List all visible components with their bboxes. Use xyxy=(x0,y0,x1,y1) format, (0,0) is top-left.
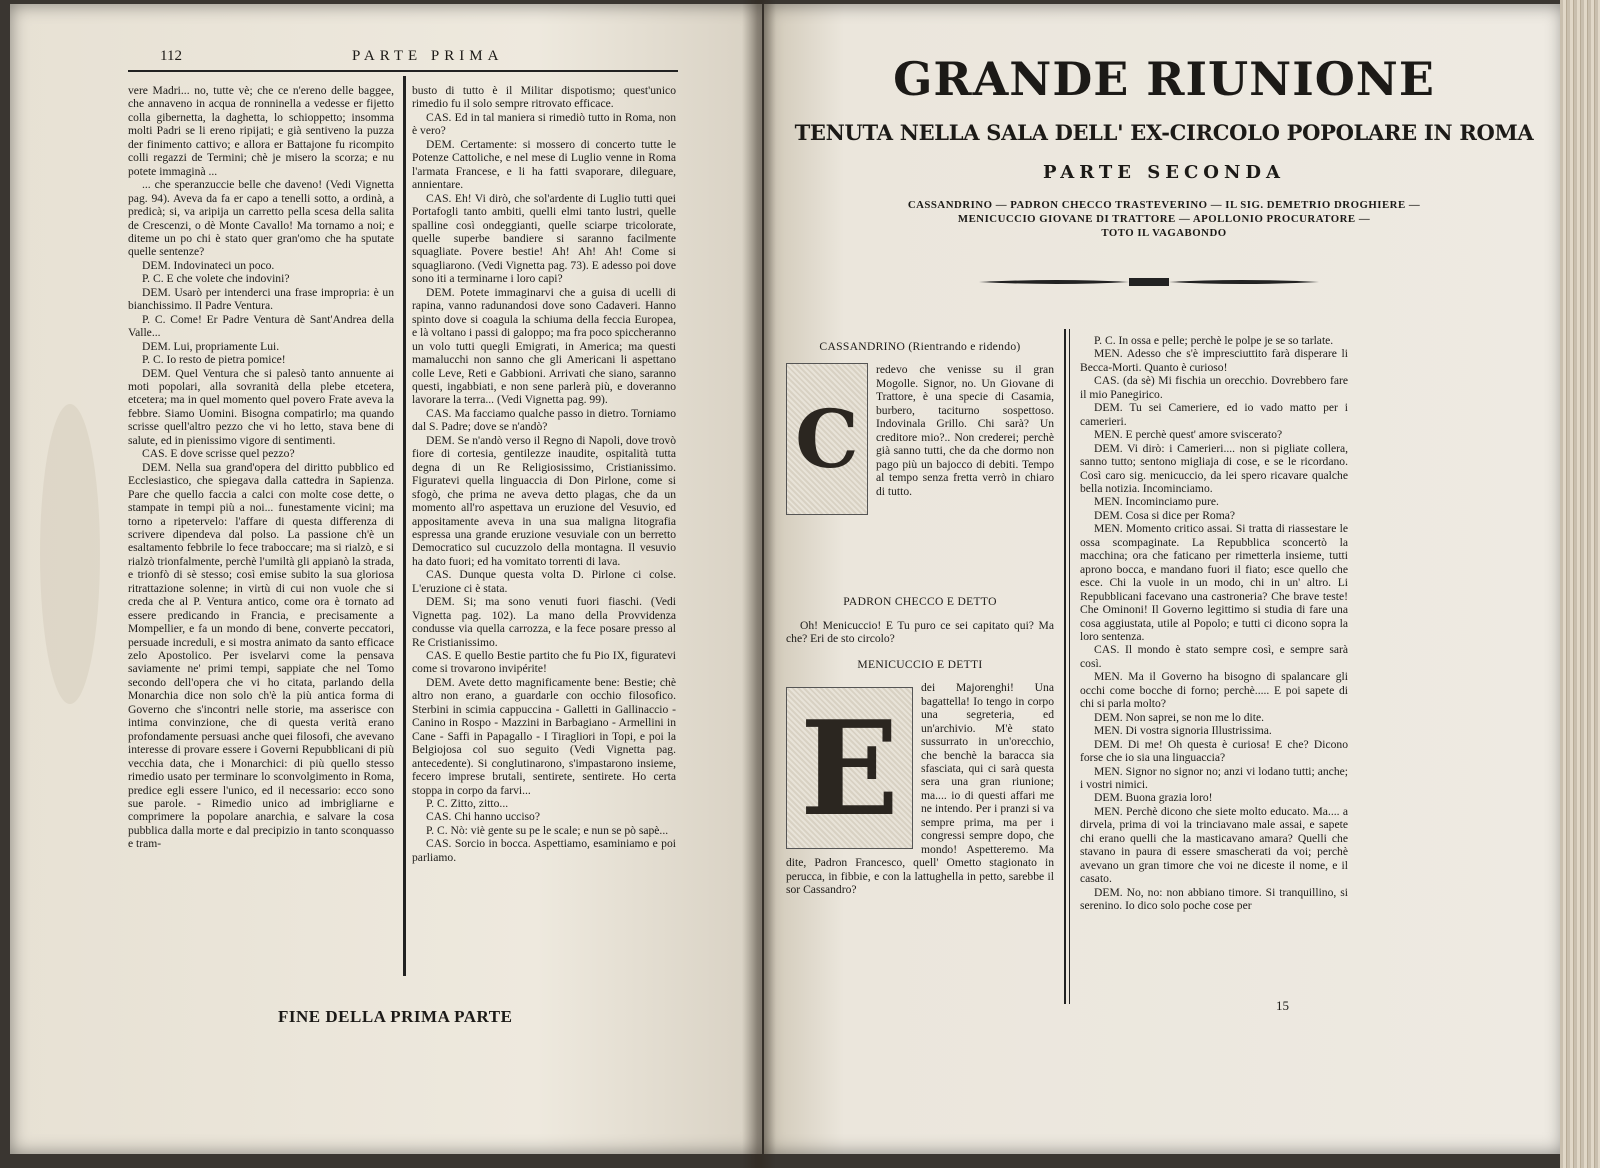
cast-line: TOTO IL VAGABONDO xyxy=(1101,227,1227,239)
paragraph: MEN. Adesso che s'è impresciuttito farà disperare li Becca-Morti. Quanto è curioso! xyxy=(1080,347,1348,374)
paragraph: DEM. Di me! Oh questa è curiosa! E che? Dicono forse che io sia una linguaccia? xyxy=(1080,737,1348,765)
paragraph: P. C. Nò: viè gente su pe le scale; e nun se pò sapè... xyxy=(426,823,669,837)
decorated-initial-e: E xyxy=(786,687,913,849)
paragraph: DEM. Potete immaginarvi che a guisa di ucelli di rapina, vanno radunandosi dove sono Cadaveri. Hanno spinto dove si coagula la schiuma della feccia Europea, e là voltano i passi di galoppo; ma fra poco spiccheranno un volo tutti quegli Emigrati, in America; ma questi mamalucchi non sanno che gli Americani li aspettano colle Leve, Reti e Gabbioni. Arrivati che siano, saranno questi, ingabbiati, e non sene parlerà più, e doveranno lavorare la terra... (Vedi Vignetta pag. 99). xyxy=(412,285,676,407)
paragraph: CAS. Chi hanno ucciso? xyxy=(426,810,540,824)
scene-text: dei Majorenghi! Una bagattella! Io tengo in corpo una segreteria, ed un'archivio. M'è stato sussurrato in un'orecchio, che benchè la baracca sia sfasciata, qui ci sarà questa sera una gran riunione; ma.... io di questi affari me ne intendo. Per i pranzi si va sempre prima, ma per i congressi sempre dopo, che mondo! Aspetteremo. Ma dite, Padron Francesco, quell' Ometto stagionato in perucca, in fibbie, e con la lattughella in petto, sarebbe il sor Cassandro? xyxy=(786,681,1054,897)
paragraph: DEM. Certamente: si mossero di concerto tutte le Potenze Cattoliche, e nel mese di Luglio venne in Roma l'armata Francese, e li ha fatti svaporare, dileguare, annientare. xyxy=(412,137,676,192)
paragraph: DEM. Avete detto magnificamente bene: Bestie; chè altro non erano, a guardarle con occhio filosofico. Sterbini in scimia cappuccina - Galletti in Gallinaccio - Canino in Rospo - Mazzini in Barbagiano - Armellini in Cane - Saffi in Papagallo - I Tiragliori in Topi, e poi la Belgiojosa col suo seguito (Vedi Vignetta pag. antecedente). Si conglutinarono, s'impastarono insieme, fecero imprese brutali, sentirete, sentirete. Ho certa stoppa in corpo da farvi... xyxy=(412,675,676,797)
paragraph: DEM. Usarò per intenderci una frase impropria: è un bianchissimo. Il Padre Ventura. xyxy=(128,285,394,313)
paragraph: P. C. In ossa e pelle; perchè le polpe je se so tarlate. xyxy=(1094,334,1334,347)
paragraph: CAS. (da sè) Mi fischia un orecchio. Dovrebbero fare il mio Panegirico. xyxy=(1080,374,1348,401)
paragraph: CAS. E quello Bestie partito che fu Pio IX, figuratevi come si trovarono invipérite! xyxy=(412,649,676,676)
paragraph: DEM. Tu sei Cameriere, ed io vado matto per i camerieri. xyxy=(1080,401,1348,428)
paragraph: DEM. Cosa si dice per Roma? xyxy=(1094,508,1236,522)
paragraph: CAS. Il mondo è stato sempre così, e sempre sarà così. xyxy=(1080,643,1348,670)
right-column-divider-left xyxy=(1064,329,1066,1004)
paragraph: DEM. Lui, propriamente Lui. xyxy=(142,339,280,353)
paragraph: P. C. Zitto, zitto... xyxy=(426,797,509,811)
paragraph: MEN. Di vostra signoria Illustrissima. xyxy=(1094,724,1272,738)
scene-text: redevo che venisse su il gran Mogolle. Signor, no. Un Giovane di Trattore, è una specie di Casamia, burbero, taciturno sospettoso. Indovinala Grillo. Chi sarà? Un creditore mio?.. Non crederei; perchè già sanno tutti, che da che dormo non pago più un bajocco di debiti. Tempo al tempo senza fretta verrò in chiaro di tutto. xyxy=(876,363,1054,498)
cast-line: MENICUCCIO GIOVANE DI TRATTORE — APOLLONIO PROCURATORE — xyxy=(957,213,1371,225)
paragraph: ... che speranzuccie belle che daveno! (Vedi Vignetta pag. 94). Aveva da fa er capo a tenelli sotto, a ordinà, a predicà; si, va aripija un carretto pella scesa della salita de Crescenzi, o dè Monte Cavallo! Ma tornamo a noi; e diteme un po chi è stato quer gran'omo che ha sputate quelle sentenze? xyxy=(128,178,394,259)
decorated-initial-c: C xyxy=(786,363,868,515)
subtitle: TENUTA NELLA SALA DELL' EX-CIRCOLO POPOLARE IN ROMA xyxy=(794,120,1534,145)
paragraph: CAS. Ed in tal maniera si rimediò tutto in Roma, non è vero? xyxy=(412,110,676,138)
left-column-divider xyxy=(403,76,406,976)
paragraph: DEM. No, no: non abbiano timore. Si tranquillino, si serenino. Io dico solo poche cose per xyxy=(1080,885,1348,913)
paragraph: DEM. Si; ma sono venuti fuori fiaschi. (Vedi Vignetta pag. 102). La mano della Provvidenza condusse via quella carrozza, e la fece posare presso al Re Cristianissimo. xyxy=(412,595,676,649)
paragraph: MEN. Perchè dicono che siete molto educato. Ma.... a dirvela, prima di voi la trinciavano male assai, e sapete chi erano quelli che la masticavano amara? Quelli che stavano in paura di essere smascherati da voi; perchè avevano un gran timore che voi ne diceste il nome, e il casato. xyxy=(1080,804,1348,886)
end-of-part: FINE DELLA PRIMA PARTE xyxy=(278,1007,513,1026)
paragraph: MEN. Signor no signor no; anzi vi lodano tutti; anche; i vostri nimici. xyxy=(1080,764,1348,791)
paragraph: CAS. Ma facciamo qualche passo in dietro. Torniamo dal S. Padre; dove se n'andò? xyxy=(412,406,676,434)
paragraph: DEM. Non saprei, se non me lo dite. xyxy=(1094,710,1265,724)
paragraph: CAS. Sorcio in bocca. Aspettiamo, esaminiamo e poi parliamo. xyxy=(412,837,676,864)
paragraph: DEM. Nella sua grand'opera del diritto pubblico ed Ecclesiastico, che spiegava dalla cattedra in Sapienza. Pare che quello faccia a calci con molte cose dette, o stampate in tempi più a noi... funestamente vicini; ma torno a ripetervelo: l'affare di questa differenza di scrivere dipendeva dal polso. La passione ch'è un esaltamento febbrile lo fece traboccare; ma si rialzò, e si rialzò trionfalmente, perchè l'umiltà gli appianò la strada, e trionfò di sè stesso; così emise subito la sua gloriosa ritrattazione solenne; in virtù di cui non vuole che si creda che al P. Ventura antico, come ora è tornato ad essere predicando in Francia, e precisamente a Mompellier, e fa un mondo di bene, converte peccatori, persuade increduli, e si mostra animato da santo efficace zelo Apostolico. Per isvelarvi come la pensava saviamente ne' primi tempi, sappiate che nel Tomo secondo dell'opera che vi ho citata, parlando della Monarchia dice non solo ch'è la più antica forma di Governo che s'incontri nelle storie, ma asserisce con intima convinzione, che di questa verità erano profondamente persuasi anche quei filosofi, che avevano interesse di provare essere i Governi Repubblicani di più vecchia data, che i Monarchici: di più quello stesso rimedio usato per terminare lo sconvolgimento in Roma, predice egli essere l'unico, ed il necessario: ecco sono sue parole. - Rimedio unico ad imbrigliarne e comprimere la popolare anarchia, e salvare la cosa pubblica dalla morte e dal precipizio in tanto sconquasso e tram- xyxy=(128,460,394,851)
paragraph: P. C. Io resto de pietra pomice! xyxy=(142,353,286,367)
scene-heading: MENICUCCIO E DETTI xyxy=(857,657,983,671)
paragraph: DEM. Se n'andò verso il Regno di Napoli, dove trovò fiore di cortesia, gentilezze inaudite, ospitalità tutta degna di un Re Religiosissimo, Cristianissimo. Figuratevi quella linguaccia di Don Pirlone, come si sfogò, che prima ne aveva detto plagas, che da un momento all'ro aspettava un eruzione del Vesuvio, ed appositamente aveva in una sua maligna litografia espressa una grande eruzione vesuviale con un berretto Democratico sul cucuzzolo della montagna. Il vesuvio ha dato fuori; ed ha vomitato torrenti di lava. xyxy=(412,433,676,568)
cast-list xyxy=(794,198,1534,240)
paragraph: MEN. Momento critico assai. Si tratta di riassestare le ossa scompaginate. La Repubblica sconcertò la macchina; ora che faticano per rimetterla insieme, tutti aprono bocca, e mandano fuori il fiato; esce quello che esce. Chi la vuole in un modo, chi in un' altro. Li Repubblicani facevano una castroneria? Che brave teste! Che Ominoni! Il Governo legittimo si studia di fare una cosa aggiustata, utile al Popolo; e tutti ci dicono sopra la loro sentenza. xyxy=(1080,522,1348,643)
book-spine xyxy=(742,0,776,1168)
paper-stain xyxy=(40,404,100,704)
right-column-1 xyxy=(786,334,1054,1014)
paragraph: vere Madri... no, tutte vè; che ce n'ereno delle baggee, che annaveno in acqua de ronninella a vedesse er fijetto colla gibernetta, la daghetta, lo schioppetto; insomma molti Padri se li ereno ripijati; e già sentiveno la puzza der finimento cattivo; e allora er Battajone fu ricompito colli regazzi de Termini; chè je misero la scorza; e nu potete immaginà ... xyxy=(128,84,394,178)
paragraph: DEM. Buona grazia loro! xyxy=(1094,791,1213,805)
paragraph: P. C. Come! Er Padre Ventura dè Sant'Andrea della Valle... xyxy=(128,312,394,340)
scene-heading: CASSANDRINO (Rientrando e ridendo) xyxy=(819,340,1021,353)
paragraph: DEM. Vi dirò: i Camerieri.... non si pigliate collera, sanno tutto; sentono migliaja di cose, e se le ricordano. Così caro sig. menicuccio, da lei spero ricavare qualche bella notizia. Incominciamo. xyxy=(1080,441,1348,495)
scene-text: Oh! Menicuccio! E Tu puro ce sei capitato qui? Ma che? Eri de sto circolo? xyxy=(786,618,1054,646)
paragraph: MEN. Ma il Governo ha bisogno di spalancare gli occhi come bocche di forno; perchè..... E poi sapete di chi si parla molto? xyxy=(1080,670,1348,711)
cast-line: CASSANDRINO — PADRON CHECCO TRASTEVERINO — IL SIG. DEMETRIO DROGHIERE — xyxy=(907,199,1421,211)
right-page xyxy=(764,4,1564,1154)
left-head-rule xyxy=(128,70,678,72)
part-title: PARTE SECONDA xyxy=(1043,162,1285,183)
left-page-number: 112 xyxy=(160,48,182,64)
right-column-divider-right xyxy=(1069,329,1070,1004)
ornament-rule xyxy=(979,276,1319,288)
paragraph: DEM. Indovinateci un poco. xyxy=(142,258,275,272)
paragraph: CAS. Eh! Vi dirò, che sol'ardente di Luglio tutti quei Portafogli tanto ambiti, quelli elmi tanto lustri, quelle spalline così ondeggianti, quelle sciarpe tricolorate, quelle superbe bandiere si saranno facilmente squagliate. Povere bestie! Ah! Ah! Ah! Come si squagliarono. (Vedi Vignetta pag. 73). E adesso poi dove sono iti a terminarne i loro capi? xyxy=(412,191,676,286)
left-running-title: PARTE PRIMA xyxy=(351,48,504,64)
scene-heading: PADRON CHECCO E DETTO xyxy=(843,595,997,609)
main-title: GRANDE RIUNIONE xyxy=(893,52,1435,106)
left-page xyxy=(10,4,762,1154)
right-page-number: 15 xyxy=(1276,998,1289,1013)
paragraph: DEM. Quel Ventura che si palesò tanto annuente ai moti popolari, alla sovranità della plebe etcetera, etcetera; ma in quel momento quel povero Frate aveva la febbre. Siamo Uomini. Bisogna compatirlo; ma quando scrisse quell'altro pezzo che vi ho letto, stava bene di salute, ed in pienissimo vigore di sentimenti. xyxy=(128,366,394,447)
left-column-2 xyxy=(412,84,676,984)
spacer xyxy=(786,515,1054,589)
left-running-head xyxy=(160,48,503,65)
paragraph: MEN. Incominciamo pure. xyxy=(1094,495,1219,509)
page-edges xyxy=(1560,0,1600,1168)
right-column-2 xyxy=(1080,334,1348,1014)
paragraph: CAS. E dove scrisse quel pezzo? xyxy=(142,447,295,461)
paragraph: busto di tutto è il Militar dispotismo; quest'unico rimedio fu il solo sempre ritrovato efficace. xyxy=(412,84,676,111)
paragraph: MEN. E perchè quest' amore sviscerato? xyxy=(1094,428,1283,442)
paragraph: P. C. E che volete che indovini? xyxy=(142,272,290,286)
paragraph: CAS. Dunque questa volta D. Pirlone ci colse. L'eruzione ci è stata. xyxy=(412,568,676,595)
left-column-1 xyxy=(128,84,394,984)
